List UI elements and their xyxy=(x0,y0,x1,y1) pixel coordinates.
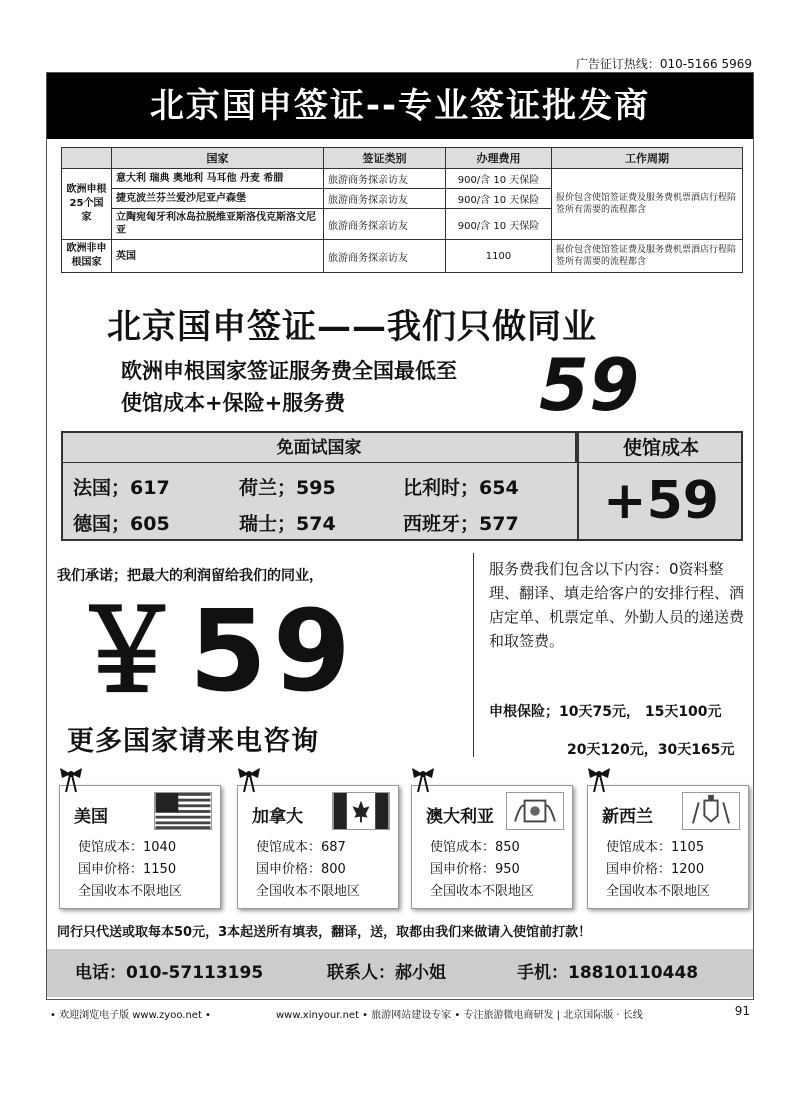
table-cell-type: 旅游商务探亲访友 xyxy=(324,189,446,209)
table-header-row xyxy=(62,148,743,169)
table-header-cycle: 工作周期 xyxy=(552,148,743,169)
embassy-cost-plus: +59 xyxy=(603,471,719,531)
contact-bar xyxy=(47,949,753,997)
no-interview-country: 瑞士；574 xyxy=(239,513,336,535)
country-card-australia xyxy=(411,785,573,909)
table-header-fee: 办理费用 xyxy=(446,148,552,169)
card-cost: 使馆成本：850 xyxy=(430,840,520,855)
bow-icon xyxy=(236,766,262,794)
table-cell-fee: 1100 xyxy=(446,240,552,273)
insurance-line-1: 申根保险；10天75元， 15天100元 xyxy=(489,704,722,720)
card-country-name: 加拿大 xyxy=(252,807,303,827)
yen-price: ￥59 xyxy=(71,587,357,717)
card-price: 国申价格：1150 xyxy=(78,862,177,877)
card-country-name: 美国 xyxy=(74,807,108,827)
page-frame xyxy=(46,72,754,1000)
no-interview-country: 德国；605 xyxy=(73,513,170,535)
card-note: 全国收本不限地区 xyxy=(256,884,361,899)
embassy-cost-label: 使馆成本 xyxy=(579,433,743,463)
insurance-line-2: 20天120元，30天165元 xyxy=(567,742,735,758)
table-cell-type: 旅游商务探亲访友 xyxy=(324,209,446,240)
australia-emblem-icon xyxy=(506,792,564,830)
card-price: 国申价格：1200 xyxy=(606,862,705,877)
card-cost: 使馆成本：1040 xyxy=(78,840,177,855)
table-header-blank xyxy=(62,148,112,169)
card-country-name: 澳大利亚 xyxy=(426,807,494,827)
contact-mobile: 手机：18810110448 xyxy=(517,963,699,983)
table-cell-type: 旅游商务探亲访友 xyxy=(324,169,446,189)
table-cell-countries: 英国 xyxy=(112,240,324,273)
more-countries-text: 更多国家请来电咨询 xyxy=(67,726,319,757)
card-cost: 使馆成本：687 xyxy=(256,840,346,855)
table-row xyxy=(62,240,743,273)
no-interview-country: 荷兰；595 xyxy=(239,477,336,499)
card-country-name: 新西兰 xyxy=(602,807,653,827)
service-notice: 同行只代送或取每本50元，3本起送所有填表，翻译，送，取都由我们来做请入使馆前打款！ xyxy=(57,925,592,940)
card-price: 国申价格：800 xyxy=(256,862,346,877)
services-description: 服务费我们包含以下内容：0资料整理、翻译、填走给客户的安排行程、酒店定单、机票定单、外勤人员的递送费和取签费。 xyxy=(489,560,745,650)
secondary-headline: 北京国申签证——我们只做同业 xyxy=(107,307,597,347)
bow-icon xyxy=(58,766,84,794)
visa-price-table xyxy=(61,147,743,273)
country-card-new-zealand xyxy=(587,785,749,909)
table-cell-fee: 900/含 10 天保险 xyxy=(446,189,552,209)
table-cell-type: 旅游商务探亲访友 xyxy=(324,240,446,273)
promo-line-1: 欧洲申根国家签证服务费全国最低至 xyxy=(121,359,457,383)
no-interview-country: 比利时；654 xyxy=(403,477,519,499)
table-cell-countries: 意大利 瑞典 奥地利 马耳他 丹麦 希腊 xyxy=(112,169,324,189)
main-banner: 北京国申签证--专业签证批发商 xyxy=(47,73,753,139)
table-cell-cycle: 报价包含使馆签证费及服务费机票酒店行程陪签所有需要的流程都含 xyxy=(552,169,743,240)
ad-hotline: 广告征订热线：010-5166 5969 xyxy=(575,57,752,71)
promo-line-2: 使馆成本+保险+服务费 xyxy=(121,391,346,415)
no-interview-panel xyxy=(61,431,743,541)
footer-left: • 欢迎浏览电子版 www.zyoo.net • xyxy=(50,1010,211,1021)
region-non-schengen: 欧洲非申根国家 xyxy=(62,240,112,273)
card-note: 全国收本不限地区 xyxy=(606,884,711,899)
table-cell-fee: 900/含 10 天保险 xyxy=(446,209,552,240)
no-interview-country: 西班牙；577 xyxy=(403,513,519,535)
table-header-type: 签证类别 xyxy=(324,148,446,169)
country-card-canada xyxy=(237,785,399,909)
contact-phone: 电话：010-57113195 xyxy=(75,963,264,983)
page-number: 91 xyxy=(734,1004,750,1018)
usa-flag-icon xyxy=(154,792,212,830)
card-price: 国申价格：950 xyxy=(430,862,520,877)
canada-flag-icon xyxy=(332,792,390,830)
footer-middle: www.xinyour.net • 旅游网站建设专家 • 专注旅游微电商研发 | 北京国际版 · 长线 xyxy=(276,1010,643,1021)
no-interview-title: 免面试国家 xyxy=(63,433,577,463)
table-cell-countries: 立陶宛匈牙利冰岛拉脱维亚斯洛伐克斯洛文尼亚 xyxy=(112,209,324,240)
contact-person: 联系人：郝小姐 xyxy=(327,963,446,983)
table-cell-cycle: 报价包含使馆签证费及服务费机票酒店行程陪签所有需要的流程都含 xyxy=(552,240,743,273)
country-card-usa xyxy=(59,785,221,909)
promo-price: 59 xyxy=(539,343,640,427)
table-cell-countries: 捷克波兰芬兰爱沙尼亚卢森堡 xyxy=(112,189,324,209)
card-note: 全国收本不限地区 xyxy=(430,884,535,899)
table-row xyxy=(62,169,743,189)
table-header-country: 国家 xyxy=(112,148,324,169)
region-schengen: 欧洲申根25个国家 xyxy=(62,169,112,240)
section-divider xyxy=(473,553,474,757)
bow-icon xyxy=(410,766,436,794)
bow-icon xyxy=(586,766,612,794)
no-interview-country: 法国；617 xyxy=(73,477,170,499)
card-cost: 使馆成本：1105 xyxy=(606,840,705,855)
card-note: 全国收本不限地区 xyxy=(78,884,183,899)
new-zealand-emblem-icon xyxy=(682,792,740,830)
table-cell-fee: 900/含 10 天保险 xyxy=(446,169,552,189)
promise-text: 我们承诺；把最大的利润留给我们的同业， xyxy=(57,568,323,584)
